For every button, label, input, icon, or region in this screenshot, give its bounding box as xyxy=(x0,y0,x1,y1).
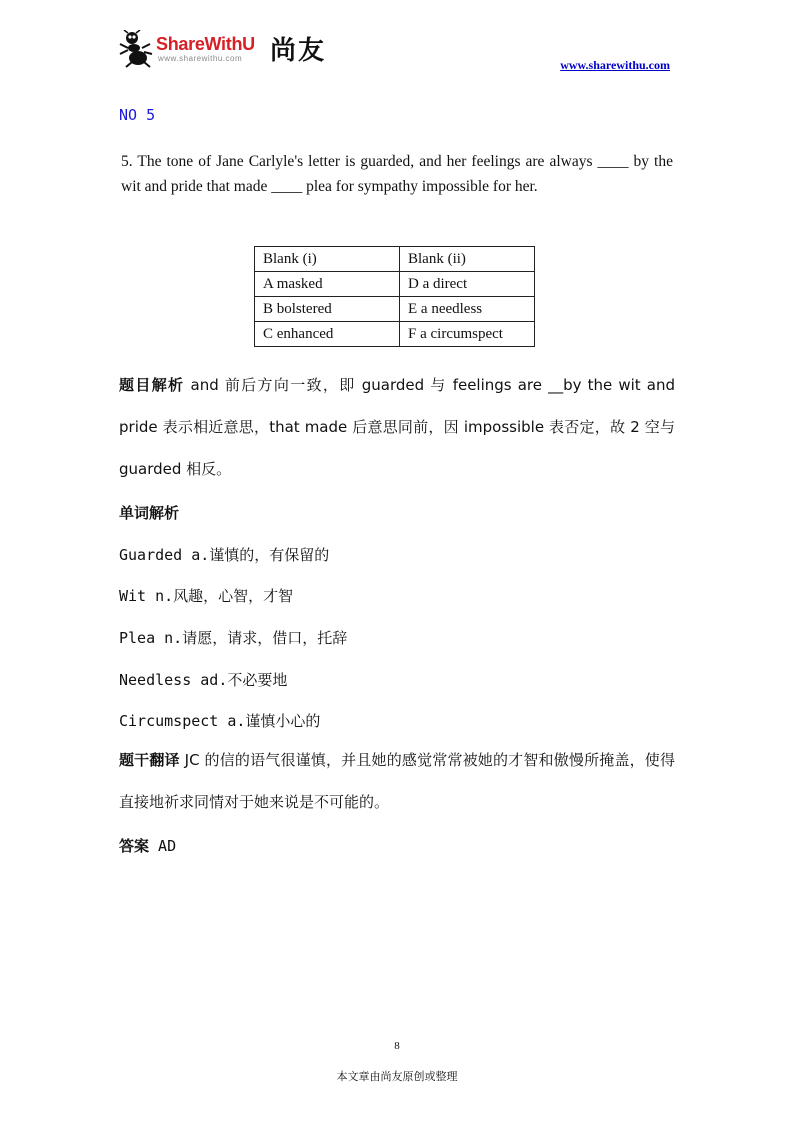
table-cell: C enhanced xyxy=(255,322,400,347)
question-number: NO 5 xyxy=(119,106,156,124)
logo-text: ShareWithU xyxy=(156,34,255,54)
table-row xyxy=(255,272,535,297)
translation-label: 题干翻译 xyxy=(119,751,180,769)
translation-text: JC 的信的语气很谨慎，并且她的感觉常常被她的才智和傲慢所掩盖，使得直接地祈求同情对于她来说是不可能的。 xyxy=(119,751,675,811)
vocab-item: Circumspect a.谨慎小心的 xyxy=(119,712,321,730)
ant-mascot-icon xyxy=(118,30,154,68)
vocab-label: 单词解析 xyxy=(119,504,180,522)
answer-label: 答案 xyxy=(119,837,150,855)
translation-paragraph xyxy=(119,739,675,823)
table-row xyxy=(255,247,535,272)
vocab-item: Wit n.风趣，心智，才智 xyxy=(119,587,294,605)
logo-subtext: www.sharewithu.com xyxy=(158,54,243,63)
analysis-paragraph xyxy=(119,364,675,490)
vocab-item: Plea n.请愿，请求，借口，托辞 xyxy=(119,629,348,647)
vocab-item: Needless ad.不必要地 xyxy=(119,671,288,689)
analysis-text: and 前后方向一致，即 guarded 与 feelings are __by the wit and pride 表示相近意思，that made 后意思同前，因 impossible 表否定，故 2 空与 guarded 相反。 xyxy=(119,376,675,478)
logo-chinese: 尚友 xyxy=(270,36,327,66)
question-text: 5. The tone of Jane Carlyle's letter is guarded, and her feelings are always ____ by the wit and pride that made ____ plea for sympathy impossible for her. xyxy=(121,153,673,195)
footer-text: 本文章由尚友原创或整理 xyxy=(336,1070,458,1083)
table-row xyxy=(255,322,535,347)
sharewithu-logo xyxy=(118,26,358,70)
table-cell: F a circumspect xyxy=(400,322,535,347)
answer-value: AD xyxy=(149,837,177,855)
table-row xyxy=(255,297,535,322)
page-number: 8 xyxy=(394,1040,400,1052)
page-header xyxy=(118,26,678,76)
table-header-cell: Blank (ii) xyxy=(400,247,535,272)
table-cell: A masked xyxy=(255,272,400,297)
site-link[interactable]: www.sharewithu.com xyxy=(560,58,670,72)
analysis-label: 题目解析 xyxy=(119,376,185,394)
table-cell: D a direct xyxy=(400,272,535,297)
table-cell: E a needless xyxy=(400,297,535,322)
answer-line xyxy=(119,835,176,856)
table-header-cell: Blank (i) xyxy=(255,247,400,272)
vocab-item: Guarded a.谨慎的，有保留的 xyxy=(119,546,330,564)
table-cell: B bolstered xyxy=(255,297,400,322)
options-table xyxy=(254,246,535,347)
